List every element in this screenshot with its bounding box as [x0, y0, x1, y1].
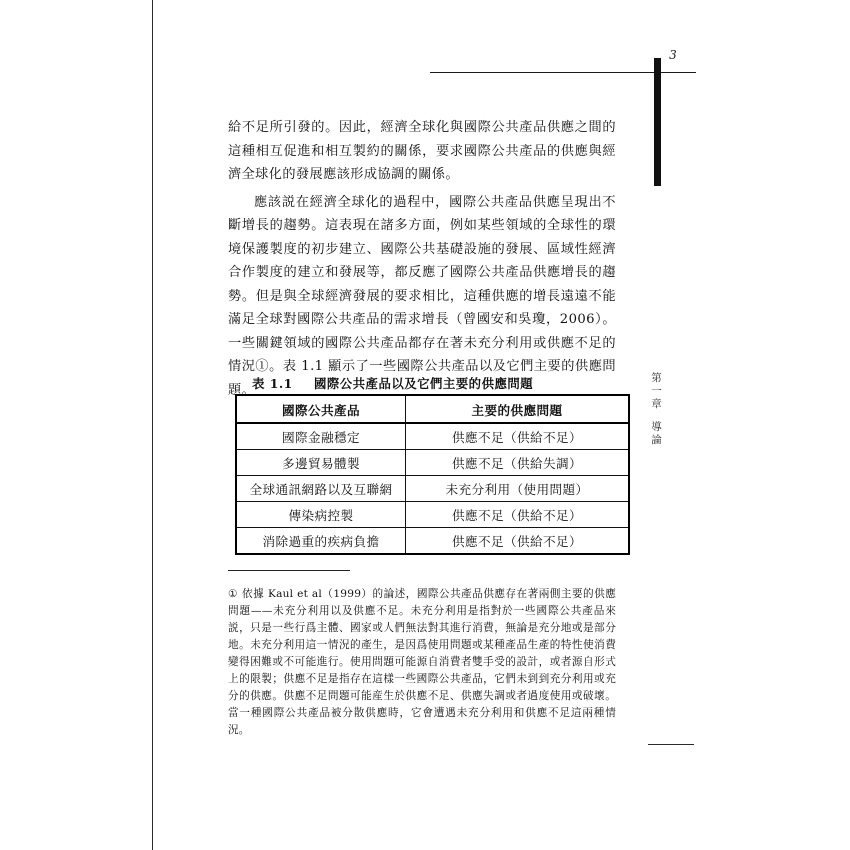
table-caption-number: 表 1.1	[252, 376, 293, 391]
side-chapter-label	[648, 372, 666, 447]
table-row	[236, 476, 629, 502]
footnote-separator	[228, 570, 350, 571]
footnote-text: 依據 Kaul et al（1999）的論述，國際公共產品供應存在著兩側主要的供應問題——未充分利用以及供應不足。未充分利用是指對於一些國際公共產品來説，只是一些行爲主體、國家或人們無法對其進行消費，無論是充分地或是部分地。未充分利用這一情況的產生，是因爲使用問題或某種產品生產的特性使消費變得困難或不可能進行。使用問題可能源自消費者雙手受的設計，或者源自形式上的限製；供應不足是指存在這樣一些國際公共產品，它們未到到充分利用或充分的供應。供應不足問題可能産生於供應不足、供應失調或者過度使用或破壞。當一種國際公共產品被分散供應時，它會遭遇未充分利用和供應不足這兩種情況。	[228, 588, 617, 736]
page-number: 3	[669, 48, 677, 62]
table-cell-good-3: 全球通訊網路以及互聯網	[236, 476, 406, 502]
side-label-char-1: 第	[651, 372, 663, 384]
side-label-char-5: 論	[651, 434, 663, 446]
binding-rule	[152, 0, 153, 850]
side-label-char-3: 章	[651, 398, 663, 410]
side-label-gap	[648, 411, 666, 421]
table-caption	[252, 374, 622, 392]
table-header-row	[236, 395, 629, 423]
table-wrapper	[235, 394, 617, 555]
paragraph-2: 應該説在經濟全球化的過程中，國際公共產品供應呈現出不斷增長的趨勢。這表現在諸多方面，例如某些領域的全球性的環境保護製度的初步建立、國際公共基礎設施的發展、區域性經濟合作製度的建立和發展等，都反應了國際公共產品供應增長的趨勢。但是與全球經濟發展的要求相比，這種供應的增長遠遠不能滿足全球對國際公共產品的需求增長（曾國安和吳瓊，2006）。一些關鍵領域的國際公共產品都存在著未充分利用或供應不足的情況①。表 1.1 顯示了一些國際公共產品以及它們主要的供應問題。	[228, 194, 616, 398]
paragraph-1: 給不足所引發的。因此，經濟全球化與國際公共產品供應之間的這種相互促進和相互製約的關係，要求國際公共產品的供應與經濟全球化的發展應該形成協調的關係。	[228, 120, 616, 182]
table-row	[236, 502, 629, 528]
table-header-cell-2: 主要的供應問題	[406, 395, 630, 423]
table-cell-good-5: 消除過重的疾病負擔	[236, 528, 406, 555]
side-label-char-2: 一	[651, 385, 663, 397]
table-header-cell-1: 國際公共產品	[236, 395, 406, 423]
table-cell-good-4: 傳染病控製	[236, 502, 406, 528]
table-row	[236, 423, 629, 450]
table-cell-issue-3: 未充分利用（使用問題）	[406, 476, 630, 502]
table-row	[236, 528, 629, 555]
table-cell-issue-1: 供應不足（供給不足）	[406, 423, 630, 450]
table-cell-issue-2: 供應不足（供給失調）	[406, 450, 630, 476]
chapter-tab-marker	[654, 58, 661, 186]
body-text-column	[228, 116, 616, 402]
table-caption-title: 國際公共產品以及它們主要的供應問題	[314, 376, 534, 391]
table-cell-issue-4: 供應不足（供給不足）	[406, 502, 630, 528]
table-cell-issue-5: 供應不足（供給不足）	[406, 528, 630, 555]
footer-rule	[648, 744, 694, 745]
table-cell-good-1: 國際金融穩定	[236, 423, 406, 450]
public-goods-table	[235, 394, 630, 555]
table-cell-good-2: 多邊貿易體製	[236, 450, 406, 476]
table-row	[236, 450, 629, 476]
footnote-block	[228, 586, 616, 739]
side-label-char-4: 導	[651, 421, 663, 433]
footnote-marker: ①	[228, 588, 238, 600]
